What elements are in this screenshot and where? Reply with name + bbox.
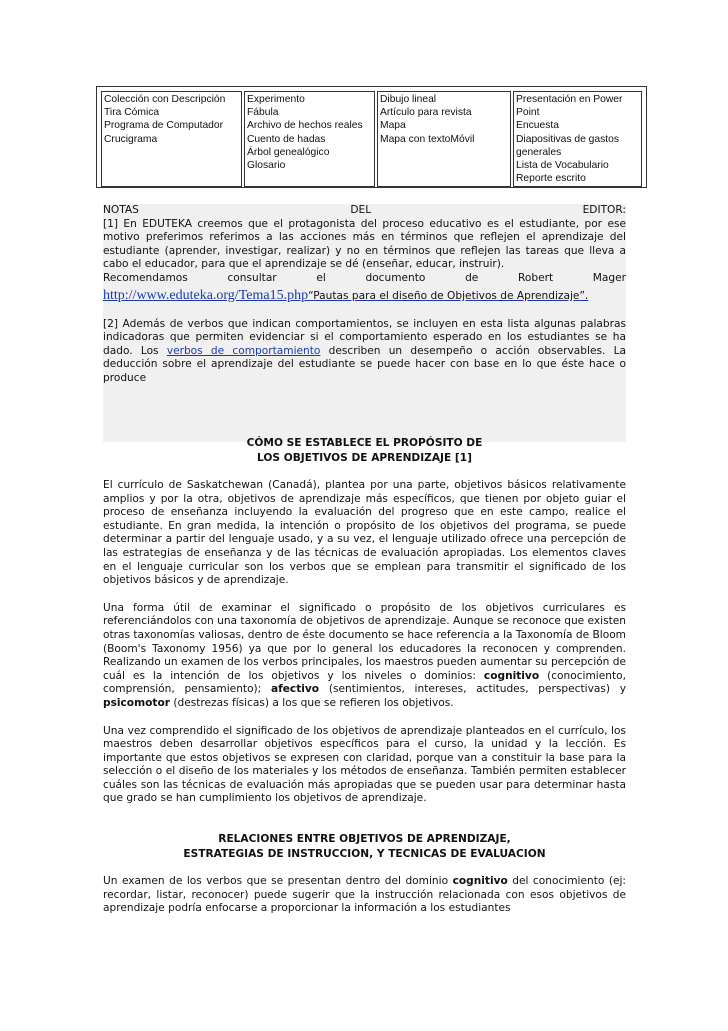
note-1-recommendation: Recomendamos consultar el documento de Robert Mager — [103, 271, 626, 284]
table-cell-item: Fábula — [247, 107, 279, 119]
table-cell-item: Diapositivas de gastos — [516, 133, 620, 145]
table-column-3 — [377, 91, 511, 187]
p2-e: (destrezas físicas) a los que se refieren los objetivos. — [169, 696, 454, 709]
s2p1-a: Un examen de los verbos que se presentan dentro del dominio — [103, 875, 453, 888]
notes-heading — [103, 204, 626, 218]
section-1-heading-line-2: LOS OBJETIVOS DE APRENDIZAJE [1] — [257, 451, 472, 464]
table-column-4 — [513, 91, 642, 187]
pautas-link[interactable]: Pautas para el diseño de Objetivos de Aprendizaje — [313, 289, 580, 302]
table-cell-item: Lista de Vocabulario — [516, 160, 609, 172]
section-1-paragraph-1: El currículo de Saskatchewan (Canadá), plantea por una parte, objetivos básicos relativamente amplios y por la otra, objetivos de aprendizaje más específicos, que tienen por objeto guiar el proceso de enseñanza incluyendo la evaluación del progreso que en este campo, realice el estudiante. En gran medida, la intención o propósito de los objetivos del programa, se puede determinar a partir del lenguaje usado, y a su vez, el lenguaje utilizado ofrece una percepción de las estrategias de enseñanza y de las técnicas de evaluación apropiadas. Los elementos claves en el lenguaje curricular son los verbos que se emplean para transmitir el significado de los objetivos básicos y de aprendizaje. — [103, 479, 626, 587]
term-cognitivo: cognitivo — [483, 669, 540, 682]
table-cell-item: Reporte escrito — [516, 173, 586, 185]
table-cell-item: Mapa con textoMóvil — [380, 133, 475, 145]
section-2-heading-line-1: RELACIONES ENTRE OBJETIVOS DE APRENDIZAJE, — [218, 833, 511, 846]
note-2-pre: [2] Además de verbos que indican comportamientos, se incluyen en esta lista algunas palabras indicadoras que permiten evidenciar si el comportamiento esperado en los estudiantes se ha dado. Los — [103, 317, 626, 357]
section-1-paragraph-2 — [103, 602, 626, 711]
section-2-paragraph-1 — [103, 875, 626, 916]
note-1-text: [1] En EDUTEKA creemos que el protagonista del proceso educativo es el estudiante, por ese motivo preferimos referimos a las acciones más en términos que reflejen el aprendizaje del estudiante (aprender, investigar, realizar) y no en términos que reflejen las tareas que lleva a cabo el educador, para que el aprendizaje se dé (enseñar, educar, instruir). — [103, 217, 626, 271]
table-cell-item: Encuesta — [516, 120, 559, 132]
table-cell-item: Glosario — [247, 160, 286, 172]
notes-heading-mid: DEL — [350, 204, 372, 216]
table-cell-item: Archivo de hechos reales — [247, 120, 363, 132]
term-afectivo: afectivo — [270, 683, 320, 696]
section-2-heading-line-2: ESTRATEGIAS DE INSTRUCCION, Y TECNICAS DE EVALUACION — [183, 847, 546, 860]
main-content — [103, 436, 626, 916]
note-2-post: describen un desempeño o acción observables. La deducción sobre el aprendizaje del estudiante se puede hacer con base en lo que éste hace o produce — [103, 344, 627, 384]
table-cell-item: Tira Cómica — [104, 107, 160, 119]
table-cell-item: Cuento de hadas — [247, 133, 326, 145]
table-cell-item: Árbol genealógico — [247, 146, 330, 158]
table-cell-item: Presentación en Power — [516, 94, 623, 105]
p2-d: (sentimientos, intereses, actitudes, perspectivas) y — [319, 683, 626, 696]
s2p1-c: del conocimiento (ej: recordar, listar, reconocer) puede sugerir que la instrucción relacionada con esos objetivos de aprendizaje podría enfocarse a proporcionar la información a los estudiantes — [103, 875, 626, 915]
section-1-heading-line-1: CÓMO SE ESTABLECE EL PROPÓSITO DE — [246, 437, 483, 449]
editor-notes — [103, 204, 626, 442]
note-1-url-line — [103, 287, 626, 305]
term-psicomotor: psicomotor — [103, 696, 170, 709]
activity-products-table — [96, 86, 647, 188]
term-cognitivo-2: cognitivo — [452, 875, 508, 888]
p2-c: (conocimiento, comprensión, pensamiento); — [103, 669, 626, 696]
table-cell-item: Artículo para revista — [380, 107, 472, 119]
notes-heading-left: NOTAS — [103, 204, 139, 216]
table-cell-item: generales — [516, 146, 562, 158]
table-cell-item: Mapa — [380, 120, 406, 132]
table-cell-item: Crucigrama — [104, 133, 158, 145]
table-cell-item: Experimento — [247, 94, 305, 105]
table-column-2 — [244, 91, 375, 187]
quote-open: “ — [308, 289, 314, 302]
table-cell-item: Programa de Computador — [104, 120, 224, 132]
notes-heading-right: EDITOR: — [582, 204, 626, 216]
table-cell-item: Colección con Descripción — [104, 94, 226, 105]
table-cell-item: Dibujo lineal — [380, 94, 437, 105]
products-grid — [99, 89, 644, 189]
table-cell-item: Point — [516, 107, 540, 119]
eduteka-url-link[interactable]: http://www.eduteka.org/Tema15.php — [103, 287, 309, 303]
verbos-comportamiento-link[interactable]: verbos de comportamiento — [166, 344, 321, 357]
note-2-text — [103, 318, 626, 386]
quote-close: ”. — [579, 289, 589, 302]
table-column-1 — [101, 91, 242, 187]
p2-a: Una forma útil de examinar el significado o propósito de los objetivos curriculares es referenciándolos con una taxonomía de objetivos de aprendizaje. Aunque se reconoce que existen otras taxonomías valiosas, dentro de éste documento se hace referencia a la Taxonomía de Bloom (Boom's Taxonomy 1956) ya que por lo general los educadores la reconocen y comprenden. Realizando un examen de los verbos principales, los maestros pueden aumentar su percepción de cuál es la intención de los objetivos y los niveles o dominios: — [103, 601, 626, 682]
section-1-paragraph-3: Una vez comprendido el significado de los objetivos de aprendizaje planteados en el currículo, los maestros deben desarrollar objetivos específicos para el curso, la unidad y la lección. Es importante que estos objetivos se expresen con claridad, porque van a constituir la base para la selección o el diseño de los materiales y los métodos de enseñanza. También permiten establecer cuáles son las técnicas de evaluación más apropiadas que se pueden usar para determinar hasta que grado se han cumplimiento los objetivos de aprendizaje. — [103, 724, 626, 805]
